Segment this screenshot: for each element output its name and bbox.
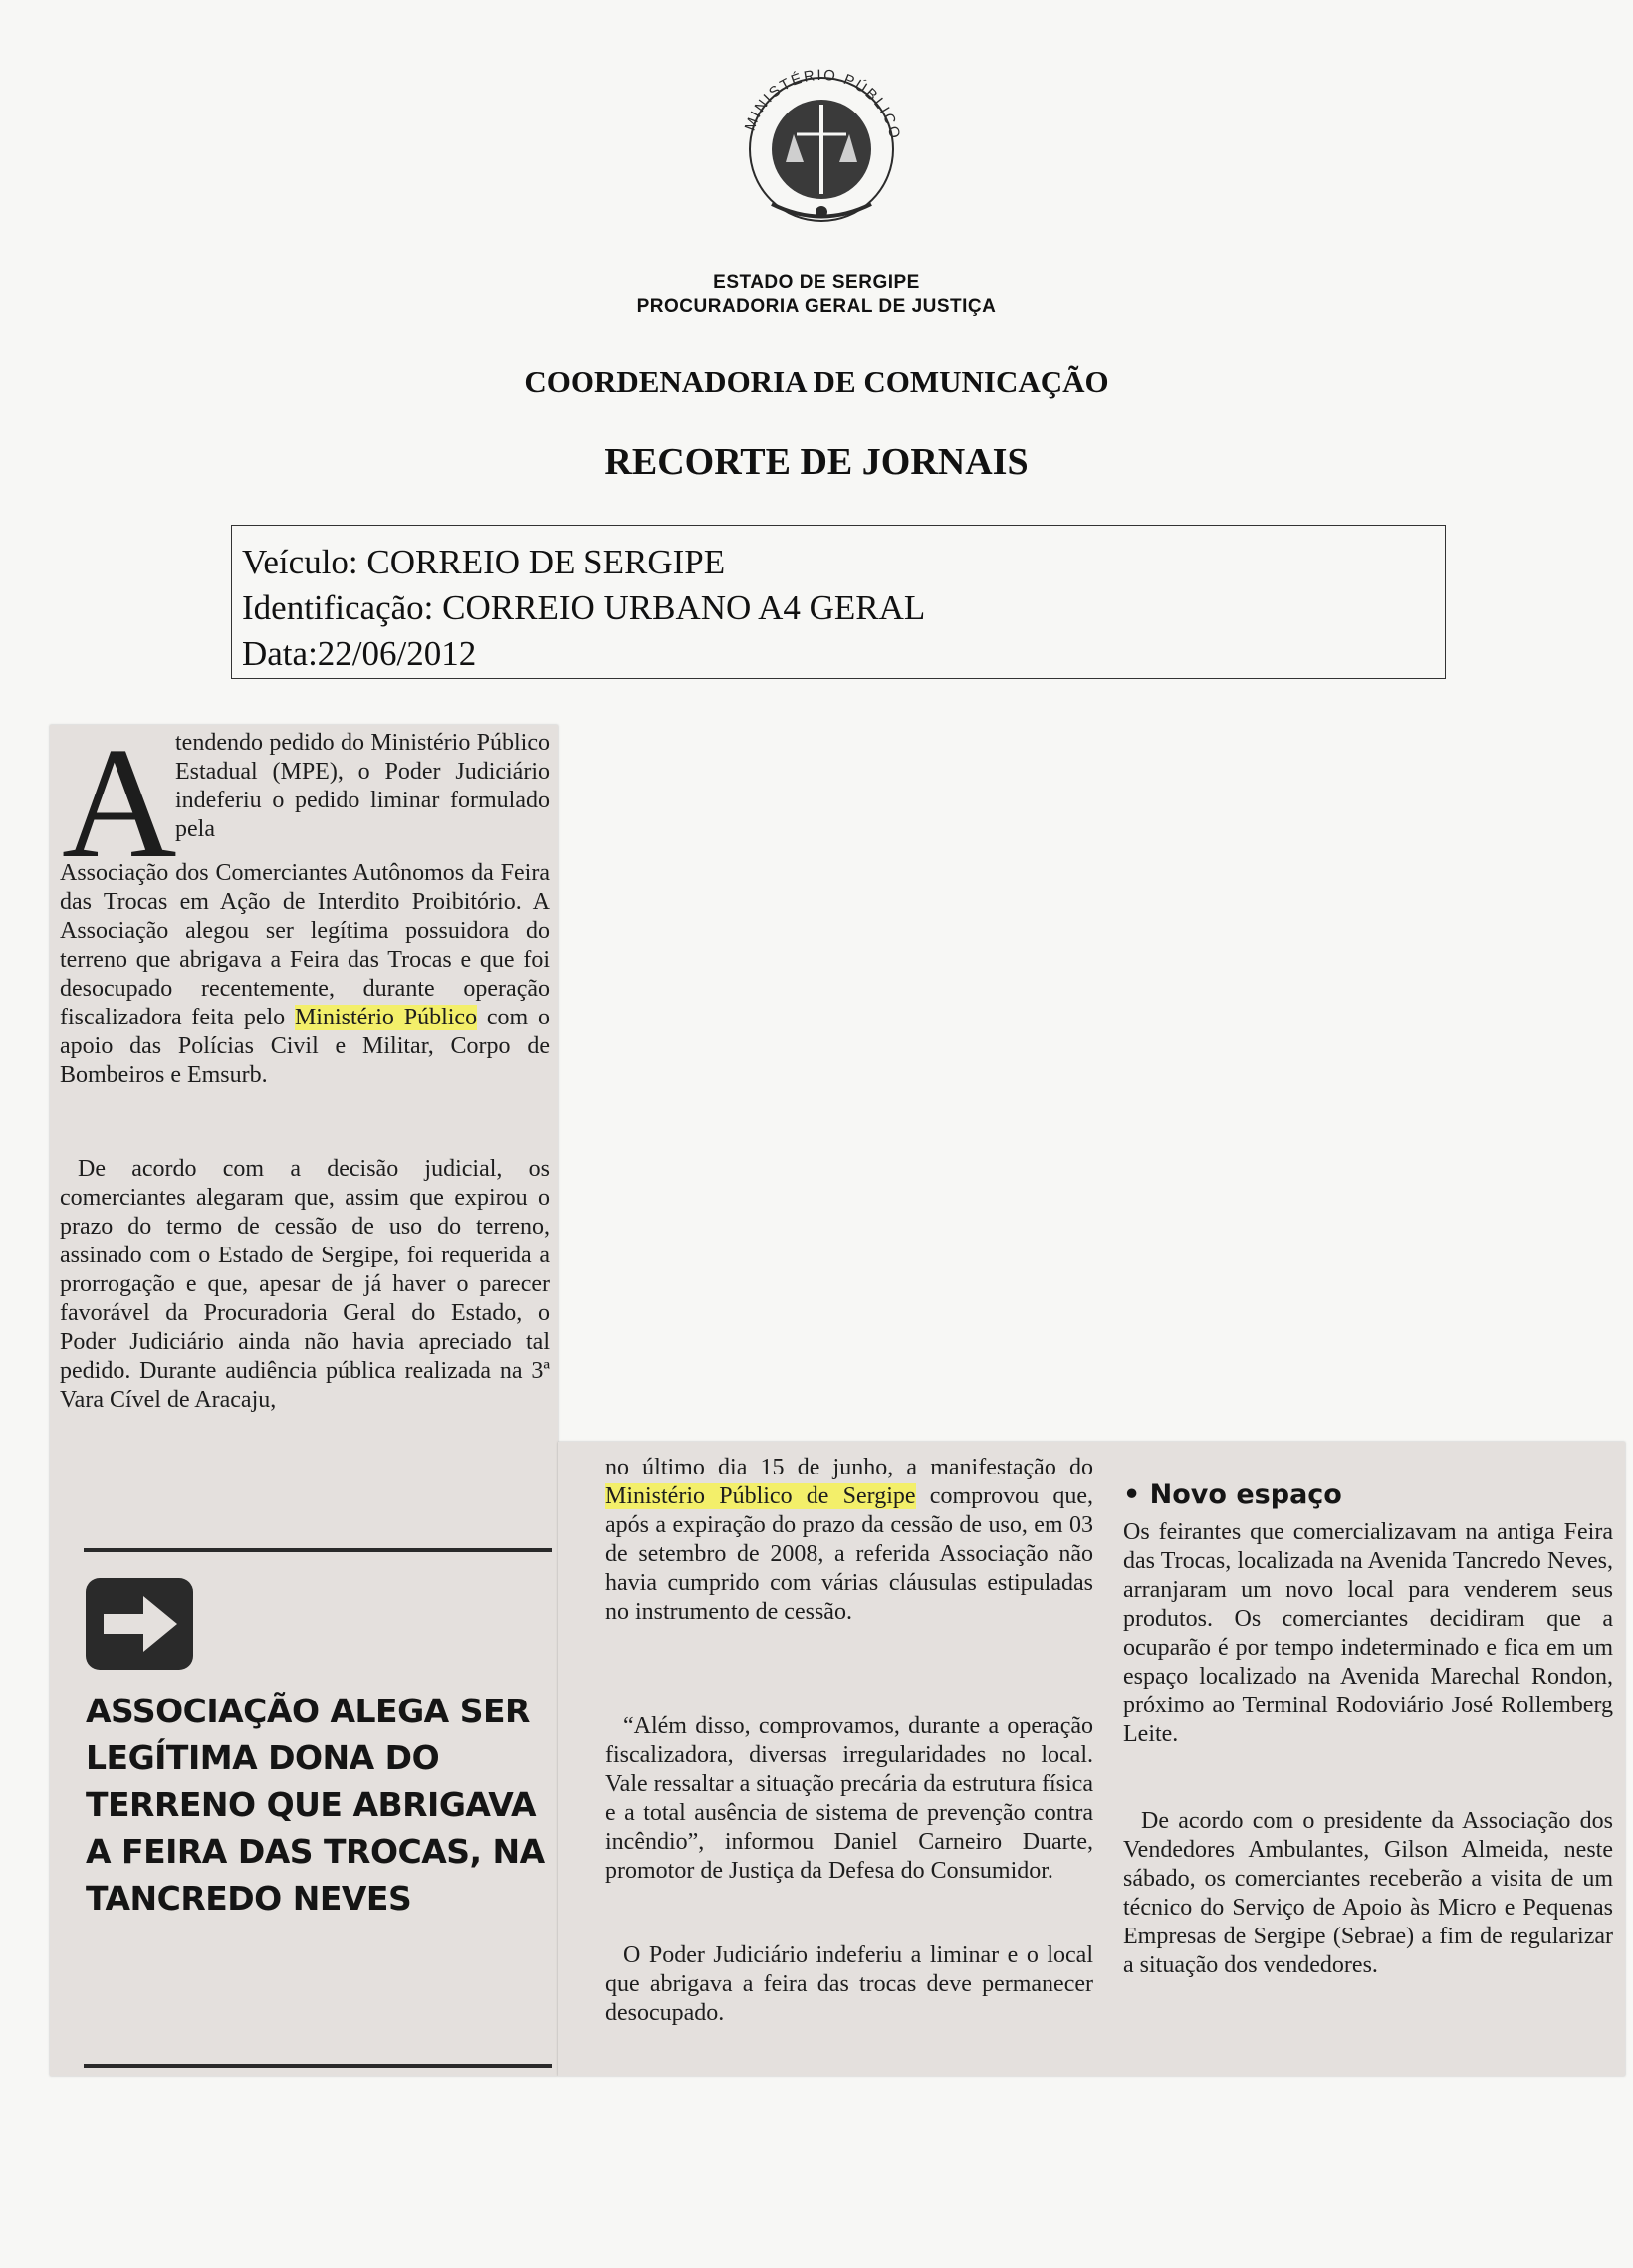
- paragraph-3-text-b: comprovou que, após a expiração do prazo da cessão de uso, em 03 de setembro de 2008, a referida Associação não havia cumprido com várias cláusulas estipuladas no instrumento de cessão.: [605, 1483, 1093, 1625]
- department-name: COORDENADORIA DE COMUNICAÇÃO: [524, 364, 1109, 399]
- highlight-ministerio-publico: Ministério Público: [294, 1005, 478, 1030]
- identificacao-line: Identificação: CORREIO URBANO A4 GERAL: [242, 588, 926, 627]
- clipping-info-box: [231, 525, 1446, 679]
- page-title: RECORTE DE JORNAIS: [604, 441, 1029, 483]
- article-paragraph-5: O Poder Judiciário indeferiu a liminar e o local que abrigava a feira das trocas deve permanecer desocupado.: [605, 1942, 1093, 2026]
- article-paragraph-6: Os feirantes que comercializavam na antiga Feira das Trocas, localizada na Avenida Tancredo Neves, arranjaram um novo local para venderem seus produtos. Os comerciantes decidiram que a ocuparão é por tempo indeterminado e fica em um espaço localizado na Avenida Marechal Rondon, próximo ao Terminal Rodoviário José Rollemberg Leite.: [1123, 1519, 1613, 1747]
- ministerio-publico-seal: [732, 55, 911, 244]
- paragraph-1-text-a: Associação dos Comerciantes Autônomos da Feira das Trocas em Ação de Interdito Proibitório. A Associação alegou ser legítima possuidora do terreno que abrigava a Feira das Trocas e que foi desocupado recentemente, durante operação fiscalizadora feita pelo: [60, 860, 550, 1030]
- article-lead: tendendo pedido do Ministério Público Estadual (MPE), o Poder Judiciário indeferiu o pedido liminar formulado pela: [175, 730, 550, 842]
- article-paragraph-3: [605, 1454, 1093, 1627]
- state-name: ESTADO DE SERGIPE: [713, 272, 920, 293]
- veiculo-line: Veículo: CORREIO DE SERGIPE: [242, 543, 726, 581]
- divider-top: [84, 1548, 552, 1552]
- section-subhead: • Novo espaço: [1123, 1479, 1342, 1510]
- article-headline: ASSOCIAÇÃO ALEGA SER LEGÍTIMA DONA DO TERRENO QUE ABRIGAVA A FEIRA DAS TROCAS, NA TANCREDO NEVES: [86, 1692, 545, 1918]
- paragraph-3-text-a: no último dia 15 de junho, a manifestação do: [605, 1455, 1093, 1480]
- article-paragraph-2: De acordo com a decisão judicial, os comerciantes alegaram que, assim que expirou o prazo do termo de cessão de uso do terreno, assinado com o Estado de Sergipe, foi requerida a prorrogação e que, apesar de já haver o parecer favorável da Procuradoria Geral do Estado, o Poder Judiciário ainda não havia apreciado tal pedido. Durante audiência pública realizada na 3ª Vara Cível de Aracaju,: [60, 1156, 550, 1413]
- highlight-ministerio-publico-sergipe: Ministério Público de Sergipe: [605, 1483, 916, 1509]
- arrow-right-icon: [86, 1578, 193, 1670]
- article-paragraph-7: De acordo com o presidente da Associação dos Vendedores Ambulantes, Gilson Almeida, neste sábado, os comerciantes receberão a visita de um técnico do Serviço de Apoio às Micro e Pequenas Empresas de Sergipe (Sebrae) a fim de regularizar a situação dos vendedores.: [1123, 1808, 1613, 1978]
- seal-ring-text: MINISTÉRIO PÚBLICO: [741, 66, 904, 142]
- date-line: Data:22/06/2012: [242, 634, 477, 673]
- article-paragraph-4: “Além disso, comprovamos, durante a operação fiscalizadora, diversas irregularidades no local. Vale ressaltar a situação precária da estrutura física e a total ausência de sistema de prevenção contra incêndio”, informou Daniel Carneiro Duarte, promotor de Justiça da Defesa do Consumidor.: [605, 1713, 1093, 1884]
- article-paragraph-1: [60, 859, 550, 1090]
- drop-cap: A: [62, 714, 177, 891]
- agency-name: PROCURADORIA GERAL DE JUSTIÇA: [636, 296, 997, 317]
- divider-bottom: [84, 2064, 552, 2068]
- paragraph-1-text-b: com o apoio das Polícias Civil e Militar, Corpo de Bombeiros e Emsurb.: [60, 1005, 550, 1088]
